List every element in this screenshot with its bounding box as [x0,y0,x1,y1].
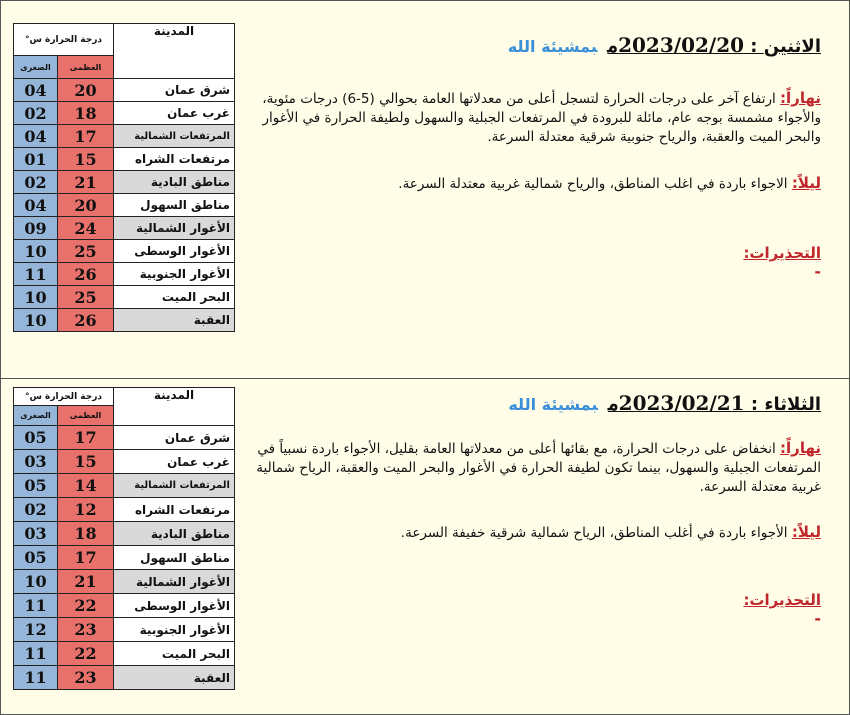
inshallah-text: بمشيئة الله [507,37,598,56]
city-name: مناطق السهول [114,194,235,217]
min-temp: 11 [14,263,58,286]
min-temp: 02 [14,171,58,194]
min-temp: 11 [14,666,58,690]
min-temp: 04 [14,125,58,148]
min-temp: 02 [14,498,58,522]
header-city: المدينة [114,24,235,79]
city-name: البحر الميت [114,286,235,309]
warnings-value: - [814,609,821,628]
day-heading [253,391,821,417]
city-name: الأغوار الوسطى [114,240,235,263]
header-city: المدينة [114,388,235,426]
min-temp: 03 [14,522,58,546]
min-temp: 10 [14,240,58,263]
max-temp: 17 [58,546,114,570]
warnings-value: - [814,262,821,281]
day-label: نهاراً: [780,89,821,107]
day-label: نهاراً: [780,439,821,457]
max-temp: 26 [58,309,114,332]
city-name: المرتفعات الشمالية [114,125,235,148]
forecast-text [253,391,821,628]
day-forecast: نهاراً: ارتفاع آخر على درجات الحرارة لتسجل أعلى من معدلاتها العامة بحوالي (5-6) درجات مئوية، والأجواء مشمسة بوجه عام، مائلة للبرودة في المرتفعات الجبلية والسهول ولطيفة الحرارة في الأغوار والبحر الميت والعقبة، والرياح جنوبية شرقية معتدلة السرعة. [262,89,821,145]
table-row [14,666,235,690]
city-name: مناطق البادية [114,171,235,194]
date: 2023/02/21م [607,391,745,415]
min-temp: 04 [14,79,58,102]
table-row [14,79,235,102]
header-temperature: درجة الحرارة س° [14,24,114,56]
min-temp: 05 [14,474,58,498]
max-temp: 15 [58,148,114,171]
min-temp: 10 [14,570,58,594]
night-forecast: ليلاً: الأجواء باردة في أغلب المناطق، الرياح شمالية شرقية خفيفة السرعة. [400,523,821,541]
table-row [14,642,235,666]
header-max: العظمى [58,406,114,426]
table-row [14,618,235,642]
city-name: شرق عمان [114,426,235,450]
night-label: ليلاً: [791,174,821,192]
warnings-label: التحذيرات: [743,591,821,609]
temperature-table [13,23,235,332]
max-temp: 20 [58,194,114,217]
min-temp: 11 [14,594,58,618]
table-row [14,498,235,522]
warnings-label: التحذيرات: [743,244,821,262]
table-row [14,240,235,263]
max-temp: 25 [58,286,114,309]
max-temp: 21 [58,171,114,194]
max-temp: 25 [58,240,114,263]
forecast-text [253,33,821,281]
forecast-day-2 [1,379,849,715]
max-temp: 15 [58,450,114,474]
max-temp: 17 [58,125,114,148]
max-temp: 17 [58,426,114,450]
max-temp: 21 [58,570,114,594]
table-row [14,426,235,450]
table-row [14,263,235,286]
header-min: الصغرى [14,406,58,426]
warnings [253,591,821,628]
table-row [14,125,235,148]
city-name: البحر الميت [114,642,235,666]
max-temp: 23 [58,666,114,690]
min-temp: 10 [14,309,58,332]
city-name: الأغوار الجنوبية [114,618,235,642]
max-temp: 26 [58,263,114,286]
max-temp: 24 [58,217,114,240]
min-temp: 10 [14,286,58,309]
city-name: مرتفعات الشراه [114,148,235,171]
max-temp: 22 [58,594,114,618]
table-row [14,546,235,570]
header-temperature: درجة الحرارة س° [14,388,114,406]
max-temp: 12 [58,498,114,522]
date: 2023/02/20م [607,33,745,57]
day-forecast: نهاراً: انخفاض على درجات الحرارة، مع بقائها أعلى من معدلاتها العامة بقليل، الأجواء باردة نسبياً في المرتفعات الجبلية والسهول، بينما تكون لطيفة الحرارة في الأغوار والبحر الميت والعقبة، الرياح شمالية غربية معتدلة السرعة. [256,439,821,495]
min-temp: 09 [14,217,58,240]
city-name: الأغوار الشمالية [114,217,235,240]
max-temp: 18 [58,522,114,546]
inshallah-text: بمشيئة الله [508,395,598,414]
day-heading [253,33,821,59]
city-name: الأغوار الجنوبية [114,263,235,286]
city-name: العقبة [114,666,235,690]
city-name: شرق عمان [114,79,235,102]
city-name: غرب عمان [114,102,235,125]
night-forecast: ليلاً: الاجواء باردة في اغلب المناطق، والرياح شمالية غربية معتدلة السرعة. [398,174,821,192]
max-temp: 20 [58,79,114,102]
table-row [14,286,235,309]
table-row [14,570,235,594]
forecast-day-1 [1,1,849,379]
max-temp: 23 [58,618,114,642]
table-row [14,594,235,618]
table-row [14,474,235,498]
min-temp: 03 [14,450,58,474]
temperature-table [13,387,235,690]
min-temp: 01 [14,148,58,171]
city-name: غرب عمان [114,450,235,474]
table-row [14,102,235,125]
city-name: مرتفعات الشراه [114,498,235,522]
min-temp: 11 [14,642,58,666]
min-temp: 04 [14,194,58,217]
day-name: الاثنين : 2023/02/20م [607,33,821,57]
city-name: مناطق السهول [114,546,235,570]
max-temp: 14 [58,474,114,498]
min-temp: 05 [14,546,58,570]
table-row [14,148,235,171]
table-row [14,450,235,474]
night-label: ليلاً: [791,523,821,541]
header-min: الصغرى [14,56,58,79]
header-max: العظمى [58,56,114,79]
max-temp: 18 [58,102,114,125]
table-row [14,309,235,332]
min-temp: 02 [14,102,58,125]
table-row [14,194,235,217]
table-row [14,171,235,194]
warnings [253,244,821,281]
city-name: الأغوار الشمالية [114,570,235,594]
min-temp: 12 [14,618,58,642]
table-row [14,522,235,546]
min-temp: 05 [14,426,58,450]
city-name: المرتفعات الشمالية [114,474,235,498]
city-name: الأغوار الوسطى [114,594,235,618]
day-name: الثلاثاء : 2023/02/21م [607,391,821,415]
table-row [14,217,235,240]
max-temp: 22 [58,642,114,666]
city-name: العقبة [114,309,235,332]
city-name: مناطق البادية [114,522,235,546]
